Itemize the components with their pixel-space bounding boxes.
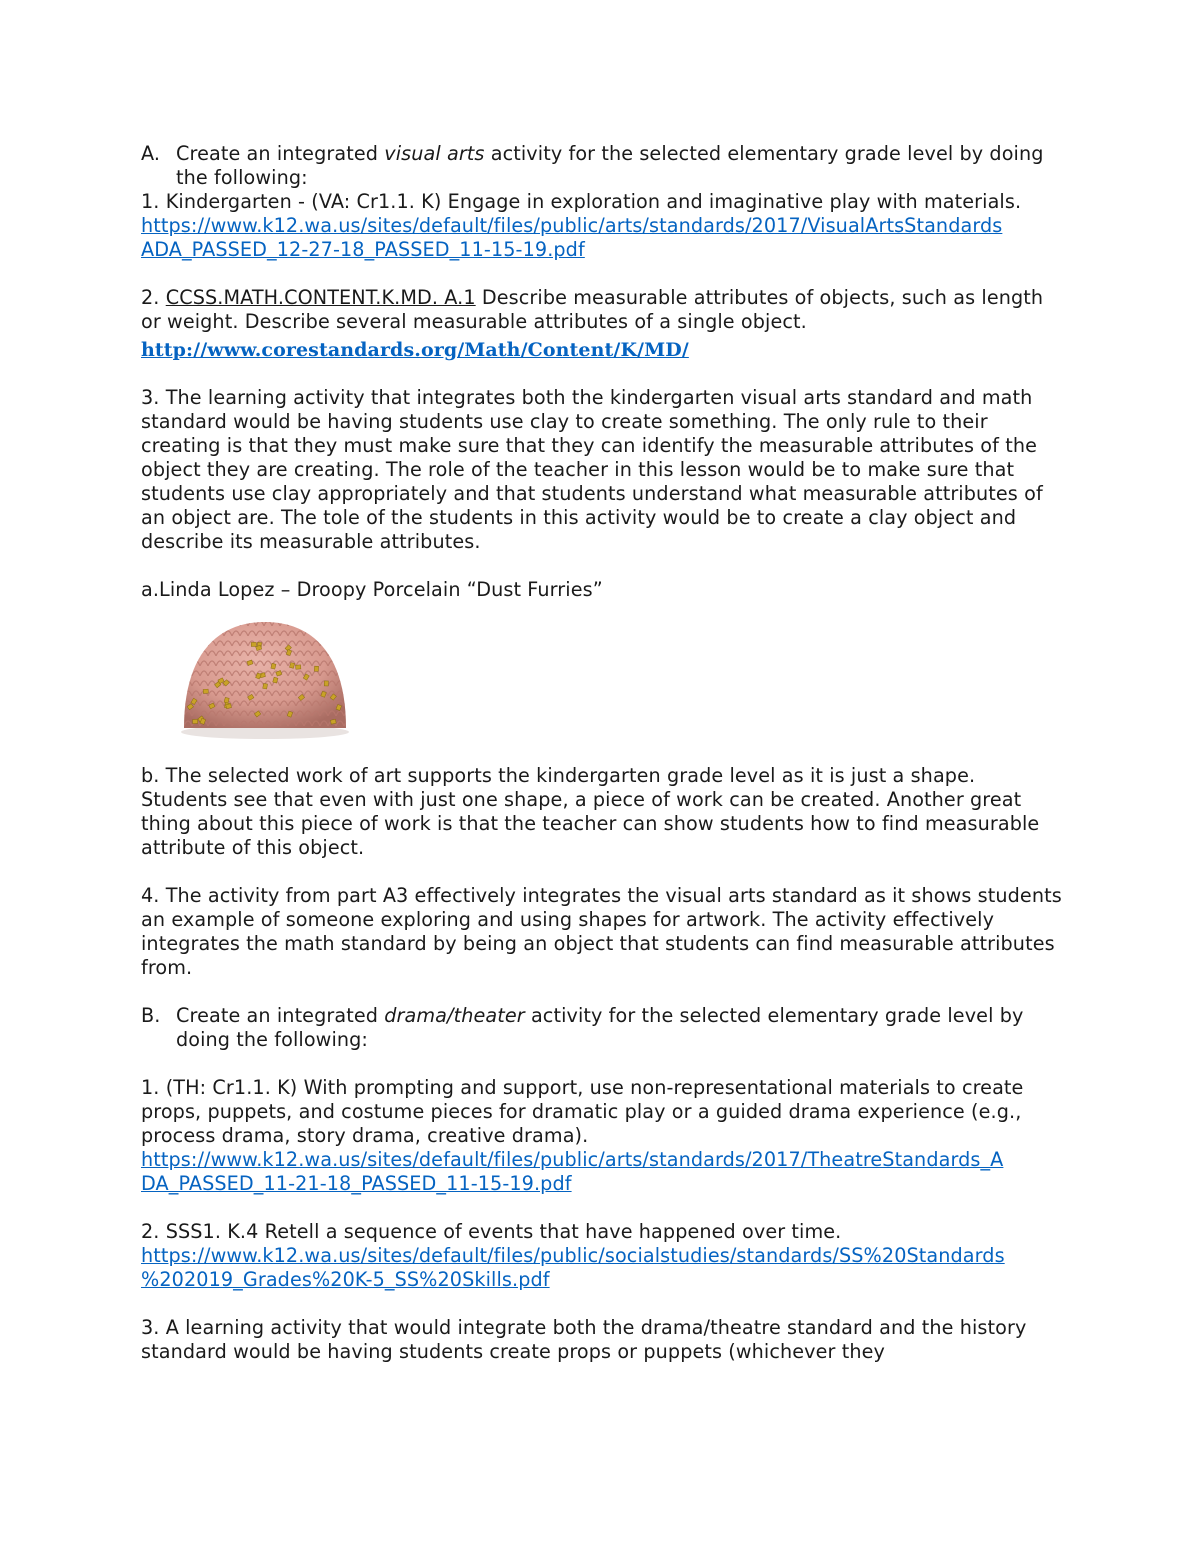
section-b-heading: B. Create an integrated drama/theater activity for the selected elementary grade level by doing the following: xyxy=(141,1004,1024,1051)
section-a-heading: A. Create an integrated visual arts activity for the selected elementary grade level by doing the following: xyxy=(141,142,1044,189)
document-body xyxy=(141,142,1066,1364)
section-b-label: B. xyxy=(141,1004,161,1027)
a3a-artwork-caption: a.Linda Lopez – Droopy Porcelain “Dust Furries” xyxy=(141,578,603,601)
gold-fleck xyxy=(296,665,301,669)
a1-link[interactable]: https://www.k12.wa.us/sites/default/files/public/arts/standards/2017/VisualArtsStandards ADA_PASSED_12-27-18_PASSED_11-15-19.pdf xyxy=(141,214,1003,261)
b1-standard: 1. (TH: Cr1.1. K) With prompting and support, use non-representational materials to create props, puppets, and costume pieces for dramatic play or a guided drama experience (e.g., process drama, story drama, creative drama). xyxy=(141,1076,1024,1147)
porcelain-sculpture-image xyxy=(176,616,354,740)
a3b-paragraph: b. The selected work of art supports the kindergarten grade level as it is just a shape. Students see that even with just one shape, a piece of work can be created. Another great thing about this piece of work is that the teacher can show students how to find measurable attribute of this object. xyxy=(141,764,1040,859)
gold-fleck xyxy=(251,642,256,646)
gold-fleck xyxy=(330,719,336,724)
gold-fleck xyxy=(314,666,318,671)
porcelain-sculpture-illustration xyxy=(176,616,354,740)
a1-standard: 1. Kindergarten - (VA: Cr1.1. K) Engage in exploration and imaginative play with materials. xyxy=(141,190,1022,213)
gold-fleck xyxy=(226,704,232,709)
gold-fleck xyxy=(203,689,208,693)
b2-link[interactable]: https://www.k12.wa.us/sites/default/files/public/socialstudies/standards/SS%20Standards %202019_Grades%20K-5_SS%20Skills.pdf xyxy=(141,1244,1005,1291)
gold-fleck xyxy=(324,681,328,686)
a2-code: CCSS.MATH.CONTENT.K.MD. A.1 xyxy=(165,286,476,309)
b2-standard: 2. SSS1. K.4 Retell a sequence of events that have happened over time. xyxy=(141,1220,842,1243)
section-b-emphasis: drama/theater xyxy=(384,1004,525,1027)
b3-paragraph: 3. A learning activity that would integrate both the drama/theatre standard and the history standard would be having students create props or puppets (whichever they xyxy=(141,1316,1027,1363)
a4-paragraph: 4. The activity from part A3 effectively integrates the visual arts standard as it shows students an example of someone exploring and using shapes for artwork. The activity effectively integrates the math standard by being an object that students can find measurable attributes from. xyxy=(141,884,1062,979)
gold-fleck xyxy=(224,697,229,703)
b1-link[interactable]: https://www.k12.wa.us/sites/default/files/public/arts/standards/2017/TheatreStandards_A DA_PASSED_11-21-18_PASSED_11-15-19.pdf xyxy=(141,1148,1004,1195)
a2-link[interactable]: http://www.corestandards.org/Math/Content/K/MD/ xyxy=(141,339,689,361)
gold-fleck xyxy=(263,683,268,689)
section-a-label: A. xyxy=(141,142,161,165)
a3-paragraph: 3. The learning activity that integrates both the kindergarten visual arts standard and math standard would be having students use clay to create something. The only rule to their creating is that they must make sure that they can identify the measurable attributes of the object they are creating. The role of the teacher in this lesson would be to make sure that students use clay appropriately and that students understand what measurable attributes of an object are. The tole of the students in this activity would be to create a clay object and describe its measurable attributes. xyxy=(141,386,1043,553)
a2-standard: 2. CCSS.MATH.CONTENT.K.MD. A.1 Describe measurable attributes of objects, such as length or weight. Describe several measurable attributes of a single object. xyxy=(141,286,1044,333)
gold-fleck xyxy=(271,663,276,669)
section-a-emphasis: visual arts xyxy=(384,142,485,165)
gold-fleck xyxy=(193,719,198,723)
